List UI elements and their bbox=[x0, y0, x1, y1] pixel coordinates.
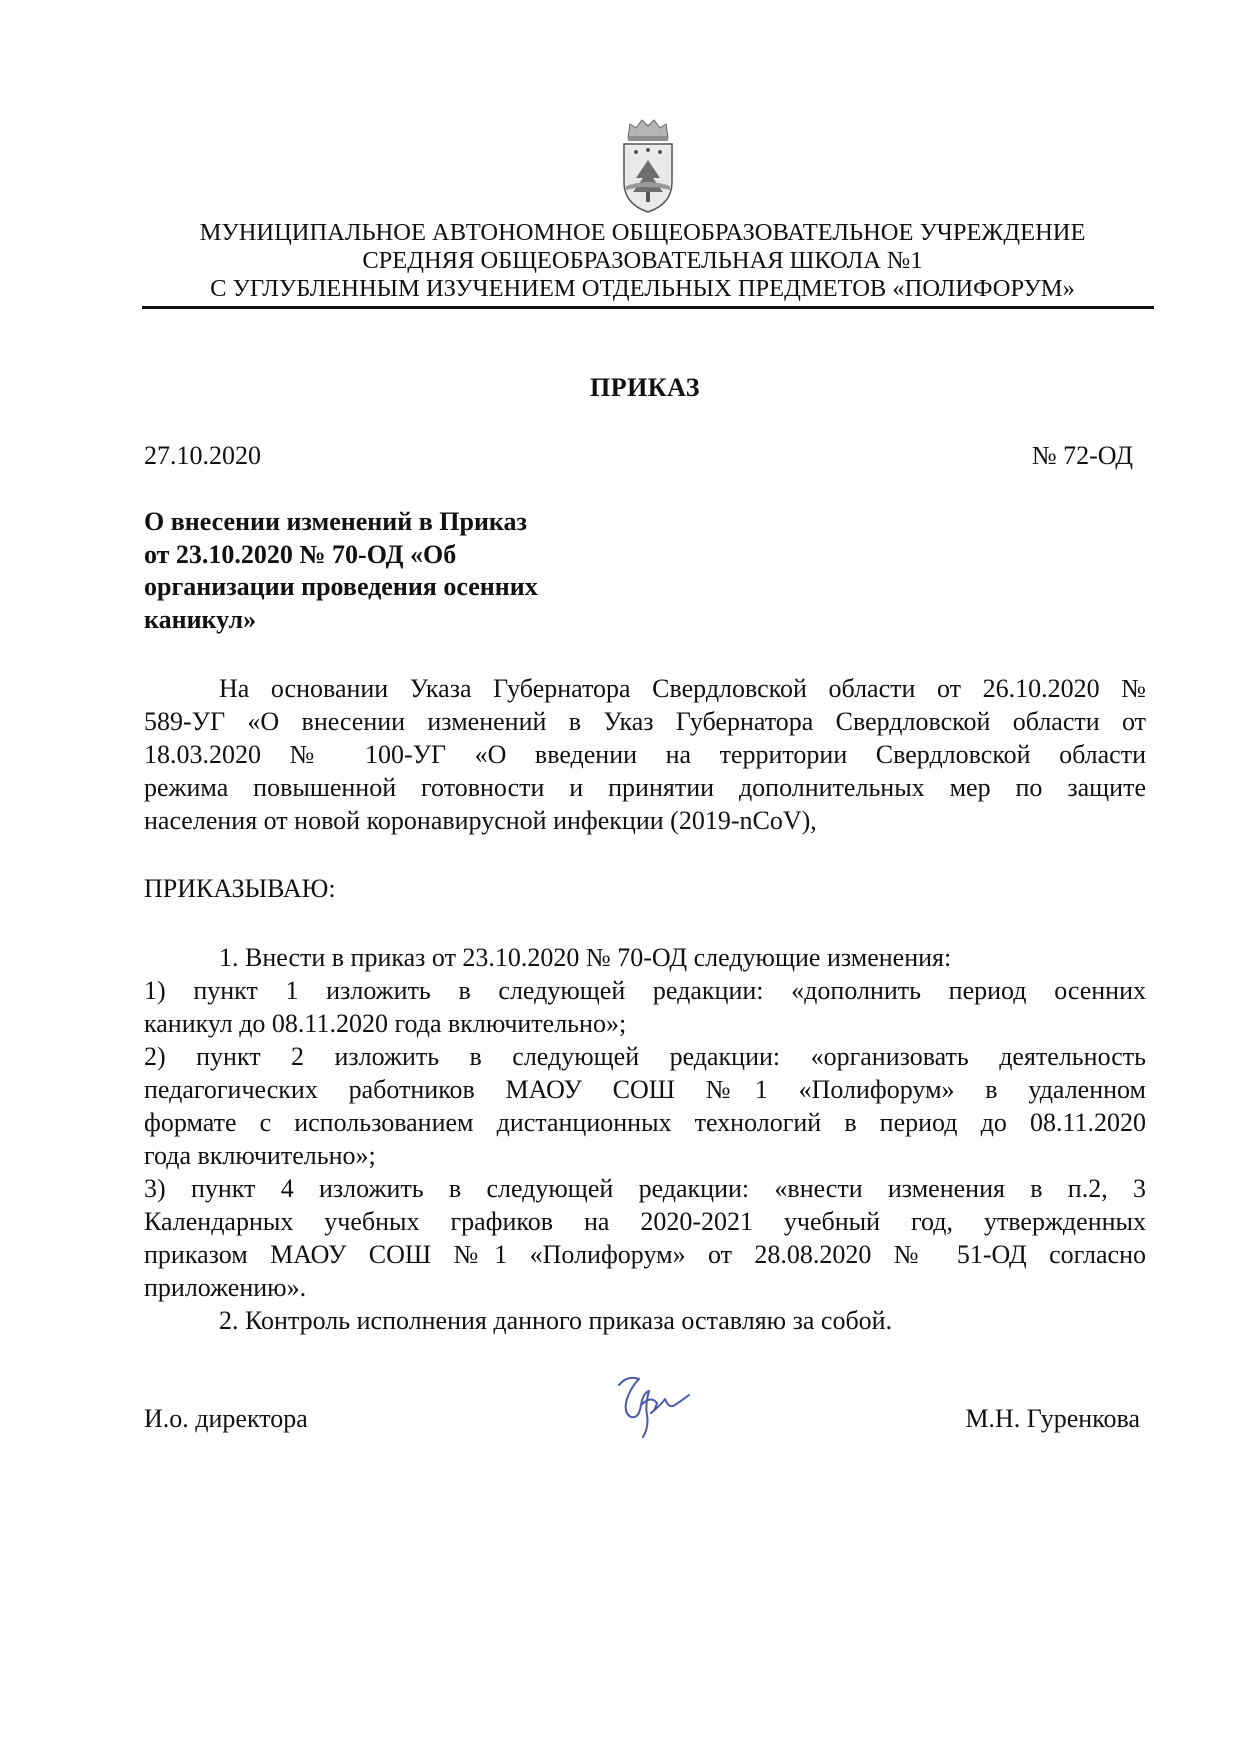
item-1-intro: 1. Внести в приказ от 23.10.2020 № 70-ОД следующие изменения: bbox=[219, 943, 952, 972]
document-number: № 72-ОД bbox=[1031, 441, 1133, 470]
org-name-line-2: СРЕДНЯЯ ОБЩЕОБРАЗОВАТЕЛЬНАЯ ШКОЛА №1 bbox=[362, 247, 923, 274]
subject-line: организации проведения осенних bbox=[144, 572, 538, 601]
document-type: ПРИКАЗ bbox=[589, 373, 701, 402]
signatory-position: И.о. директора bbox=[144, 1404, 308, 1433]
document-date: 27.10.2020 bbox=[144, 441, 261, 470]
sub-item-3-line: приказом МАОУ СОШ №1 «Полифорум» от 28.08.2020 № 51-ОД согласно bbox=[144, 1240, 1146, 1269]
order-directive: ПРИКАЗЫВАЮ: bbox=[144, 874, 336, 903]
preamble-line: На основании Указа Губернатора Свердловской области от 26.10.2020 № bbox=[219, 674, 1146, 703]
sub-item-2-line: формате с использованием дистанционных технологий в период до 08.11.2020 bbox=[144, 1108, 1146, 1137]
sub-item-1-line: каникул до 08.11.2020 года включительно»; bbox=[144, 1009, 627, 1038]
handwritten-signature-icon bbox=[605, 1365, 695, 1443]
subject-line: каникул» bbox=[144, 604, 257, 634]
sub-item-1-line: 1) пункт 1 изложить в следующей редакции: «дополнить период осенних bbox=[144, 976, 1146, 1005]
sub-item-3-line: приложению». bbox=[144, 1273, 307, 1302]
subject-line: от 23.10.2020 № 70-ОД «Об bbox=[144, 539, 457, 569]
sub-item-2-line: 2) пункт 2 изложить в следующей редакции: «организовать деятельность bbox=[144, 1042, 1146, 1071]
preamble-line: режима повышенной готовности и принятии дополнительных мер по защите bbox=[144, 773, 1146, 802]
sub-item-3-line: 3) пункт 4 изложить в следующей редакции: «внести изменения в п.2, 3 bbox=[144, 1174, 1146, 1203]
document-subject bbox=[144, 506, 614, 636]
sub-item-2-line: педагогических работников МАОУ СОШ №1 «Полифорум» в удаленном bbox=[144, 1075, 1146, 1104]
preamble-line: 589-УГ «О внесении изменений в Указ Губернатора Свердловской области от bbox=[144, 707, 1146, 736]
coat-of-arms-icon bbox=[616, 116, 680, 216]
sub-item-3-line: Календарных учебных графиков на 2020-2021 учебный год, утвержденных bbox=[144, 1207, 1146, 1236]
order-items bbox=[144, 941, 1146, 1337]
org-name-line-3: С УГЛУБЛЕННЫМ ИЗУЧЕНИЕМ ОТДЕЛЬНЫХ ПРЕДМЕТОВ «ПОЛИФОРУМ» bbox=[210, 275, 1075, 302]
preamble-line: населения от новой коронавирусной инфекции (2019-nCoV), bbox=[144, 806, 817, 835]
item-2: 2. Контроль исполнения данного приказа оставляю за собой. bbox=[219, 1306, 893, 1335]
sub-item-2-line: года включительно»; bbox=[144, 1141, 376, 1170]
subject-line: О внесении изменений в Приказ bbox=[144, 507, 527, 536]
preamble-paragraph bbox=[144, 672, 1146, 837]
organization-name bbox=[140, 219, 1145, 303]
preamble-line: 18.03.2020 № 100-УГ «О введении на территории Свердловской области bbox=[144, 740, 1146, 769]
org-name-line-1: МУНИЦИПАЛЬНОЕ АВТОНОМНОЕ ОБЩЕОБРАЗОВАТЕЛЬНОЕ УЧРЕЖДЕНИЕ bbox=[199, 219, 1086, 246]
header-divider bbox=[142, 306, 1154, 309]
signatory-name: М.Н. Гуренкова bbox=[965, 1404, 1140, 1433]
